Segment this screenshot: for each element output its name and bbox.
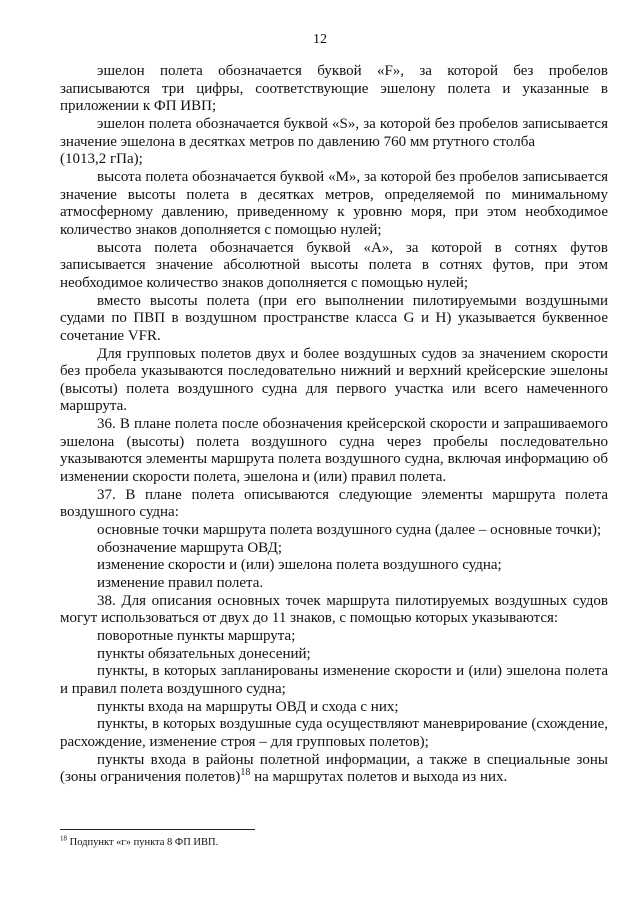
paragraph-text-tail: на маршрутах полетов и выхода из них. <box>250 769 508 786</box>
page-number: 12 <box>313 32 327 47</box>
paragraph: высота полета обозначается буквой «А», за которой в сотнях футов записывается значение абсолютной высоты полета в сотнях футов, при этом необходимое количество знаков дополняется с помощью нулей; <box>60 239 608 291</box>
footnote <box>60 836 608 849</box>
list-item: пункты, в которых запланированы изменение скорости и (или) эшелона полета и правил полета воздушного судна; <box>60 663 608 697</box>
list-item: изменение правил полета. <box>97 575 264 592</box>
paragraph: высота полета обозначается буквой «М», за которой без пробелов записывается значение высоты полета в десятках метров, определяемой по минимальному атмосферному давлению, приведенному к уровню моря, при этом необходимое количество знаков дополняется с помощью нулей; <box>60 168 608 238</box>
paragraph-text: пункты входа в районы полетной информации, а также в специальные зоны (зоны ограничения полетов) <box>60 751 608 786</box>
paragraph: Для групповых полетов двух и более воздушных судов за значением скорости без пробела указываются последовательно нижний и верхний крейсерские эшелоны (высоты) полета воздушного судна для первого участка или всего намеченного маршрута. <box>60 345 608 415</box>
paragraph-item-38: 38. Для описания основных точек маршрута пилотируемых воздушных судов могут использоваться от двух до 11 знаков, с помощью которых указываются: <box>60 592 608 627</box>
list-item-with-footnote <box>60 752 608 787</box>
list-item: основные точки маршрута полета воздушного судна (далее – основные точки); <box>97 522 602 539</box>
list-item: пункты, в которых воздушные суда осуществляют маневрирование (схождение, расхождение, изменение строя – для групповых полетов); <box>60 716 608 750</box>
list-item: поворотные пункты маршрута; <box>97 628 296 644</box>
list-item: изменение скорости и (или) эшелона полета воздушного судна; <box>97 557 502 574</box>
footnote-divider <box>60 829 255 830</box>
body-text <box>60 63 608 787</box>
footnote-text: Подпункт «г» пункта 8 ФП ИВП. <box>67 837 219 848</box>
paragraph-item-37: 37. В плане полета описываются следующие элементы маршрута полета воздушного судна: <box>60 486 608 521</box>
footnote-marker: 18 <box>60 834 67 843</box>
paragraph: (1013,2 гПа); <box>60 151 143 168</box>
paragraph-item-36: 36. В плане полета после обозначения крейсерской скорости и запрашиваемого эшелона (высоты) полета воздушного судна через пробелы последовательно указываются элементы маршрута полета воздушного судна, включая информацию об изменении скорости полета, эшелона и (или) правил полета. <box>60 416 608 486</box>
paragraph: вместо высоты полета (при его выполнении пилотируемыми воздушными судами по ПВП в воздушном пространстве класса G и H) указывается буквенное сочетание VFR. <box>60 292 608 344</box>
list-item: пункты обязательных донесений; <box>97 645 311 662</box>
paragraph: эшелон полета обозначается буквой «S», за которой без пробелов записывается значение эшелона в десятках метров по давлению 760 мм ртутного столба <box>60 115 608 150</box>
paragraph: эшелон полета обозначается буквой «F», за которой без пробелов записываются три цифры, соответствующие эшелону полета и указанные в приложении к ФП ИВП; <box>60 63 608 115</box>
footnote-reference[interactable]: 18 <box>240 767 251 779</box>
list-item: пункты входа на маршруты ОВД и схода с них; <box>97 698 399 715</box>
list-item: обозначение маршрута ОВД; <box>97 539 283 556</box>
